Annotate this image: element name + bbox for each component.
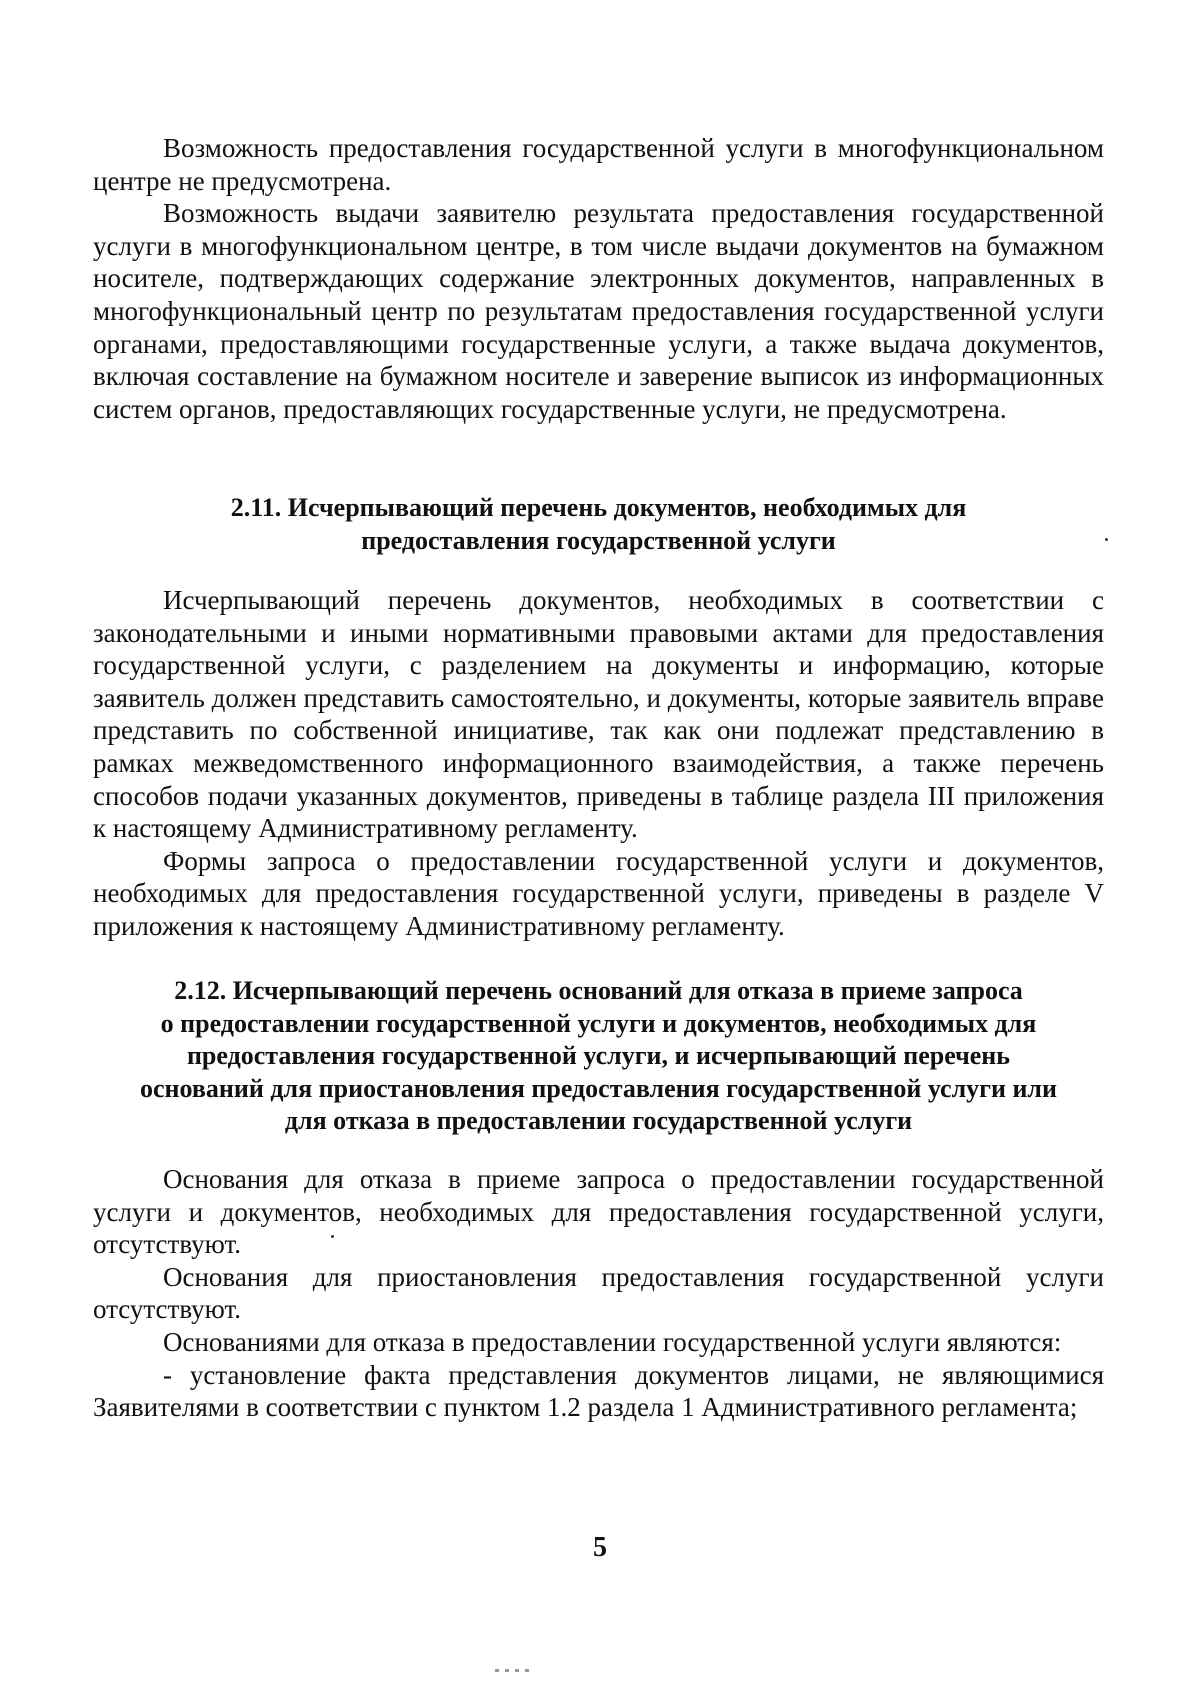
scan-speck [331,1235,334,1238]
page-number: 5 [593,1532,607,1563]
paragraph-suspension-grounds-absent: Основания для приостановления предоставления государственной услуги отсутствуют. [93,1261,1104,1325]
paragraph-mfc-result-issuance: Возможность выдачи заявителю результата предоставления государственной услуги в многофункциональном центре, в том числе выдачи документов на бумажном носителе, подтверждающих содержание электронных документов, направленных в многофункциональный центр по результатам предоставления государственной услуги органами, предоставляющими государственные услуги, а также выдача документов, включая составление на бумажном носителе и заверение выписок из информационных систем органов, предоставляющих государственные услуги, не предусмотрена. [93,198,1104,424]
paragraph-request-forms: Формы запроса о предоставлении государственной услуги и документов, необходимых для предоставления государственной услуги, приведены в разделе V приложения к настоящему Административному регламенту. [93,845,1104,941]
section-heading-2-12-line1: 2.12. Исчерпывающий перечень оснований для отказа в приеме запроса [174,976,1023,1005]
paragraph-refusal-grounds-intro: Основаниями для отказа в предоставлении государственной услуги являются: [163,1326,1062,1357]
section-heading-2-11 [93,492,1104,557]
scan-speck [1105,538,1108,541]
scan-artifact [495,1669,531,1672]
paragraph-mfc-not-provided: Возможность предоставления государственной услуги в многофункциональном центре не предусмотрена. [93,133,1104,196]
section-heading-2-12-line5: для отказа в предоставлении государственной услуги [284,1106,913,1136]
section-heading-2-12-line2: о предоставлении государственной услуги и документов, необходимых для [160,1008,1037,1038]
section-heading-2-12-line4: оснований для приостановления предоставления государственной услуги или [140,1073,1057,1103]
section-2-12-text-block [93,1163,1104,1424]
paragraph-refusal-grounds-absent: Основания для отказа в приеме запроса о предоставлении государственной услуги и документов, необходимых для предоставления государственной услуги, отсутствуют. [93,1164,1104,1260]
paragraph-document-list: Исчерпывающий перечень документов, необходимых в соответствии с законодательными и иными нормативными правовыми актами для предоставления государственной услуги, с разделением на документы и информацию, которые заявитель должен представить самостоятельно, и документы, которые заявитель вправе представить по собственной инициативе, так как они подлежат представлению в рамках межведомственного информационного взаимодействия, а также перечень способов подачи указанных документов, приведены в таблице раздела III приложения к настоящему Административному регламенту. [93,585,1104,844]
section-2-11-text-block [93,584,1104,943]
intro-text-block [93,132,1104,425]
list-item-refusal-ground-1: - установление факта представления документов лицами, не являющимися Заявителями в соответствии с пунктом 1.2 раздела 1 Административного регламента; [93,1359,1104,1423]
section-heading-2-11-line1: 2.11. Исчерпывающий перечень документов, необходимых для [230,493,967,522]
section-heading-2-12-line3: предоставления государственной услуги, и исчерпывающий перечень [186,1041,1011,1071]
section-heading-2-11-line2: предоставления государственной услуги [361,525,836,555]
section-heading-2-12 [93,975,1104,1138]
